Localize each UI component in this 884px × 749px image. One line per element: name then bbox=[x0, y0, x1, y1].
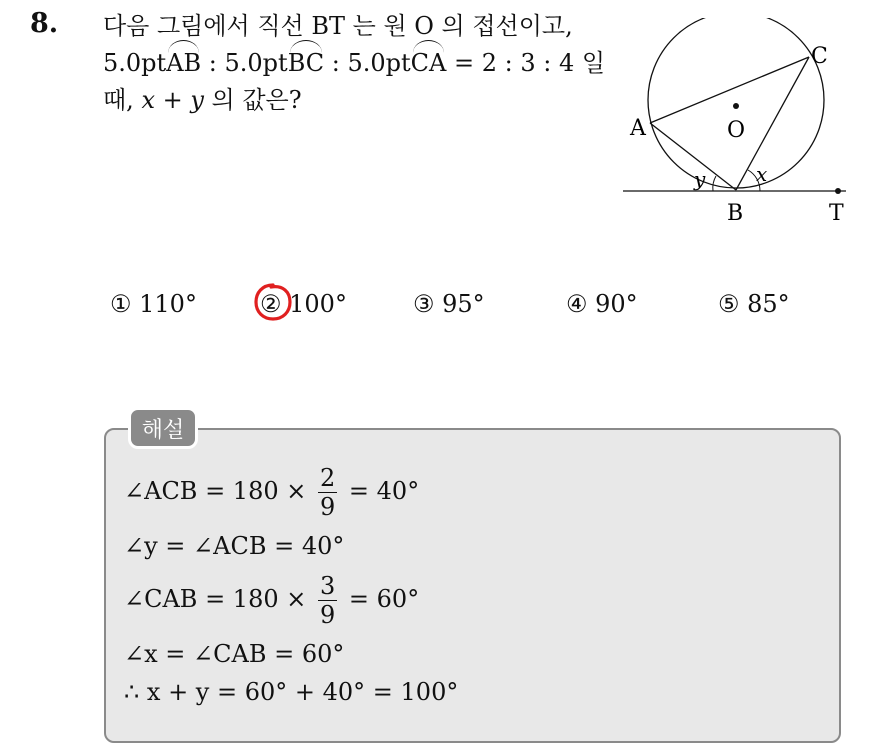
solution-line-1-lhs: ∠ACB = 180 × bbox=[124, 477, 307, 505]
angle-y-arc bbox=[713, 176, 716, 191]
ratio-prefix-1: 5.0pt bbox=[103, 49, 167, 77]
label-b: B bbox=[727, 201, 744, 226]
center-point-o bbox=[733, 103, 739, 109]
label-o: O bbox=[727, 118, 746, 143]
choice-1[interactable]: ① 110° bbox=[110, 290, 197, 318]
question-when: 때, bbox=[103, 86, 142, 114]
question-ask: 의 값은? bbox=[203, 86, 302, 114]
solution-line-1-rhs: = 40° bbox=[348, 477, 420, 505]
fraction-2-9 bbox=[318, 464, 337, 521]
ratio-values: = 2 : 3 : 4 일 bbox=[446, 49, 606, 77]
choice-2[interactable]: ② 100° bbox=[260, 290, 347, 318]
question-number: 8. bbox=[30, 8, 59, 39]
solution-line-3-lhs: ∠CAB = 180 × bbox=[124, 585, 307, 613]
question-line-1: 다음 그림에서 직선 BT 는 원 O 의 접선이고, bbox=[103, 12, 573, 40]
fraction-3-9 bbox=[318, 572, 337, 629]
choice-5[interactable]: ⑤ 85° bbox=[718, 290, 790, 318]
geometry-figure bbox=[618, 18, 858, 230]
solution-line-1 bbox=[124, 464, 419, 521]
fraction-denominator: 9 bbox=[320, 493, 336, 521]
fraction-denominator: 9 bbox=[320, 601, 336, 629]
label-x: x bbox=[756, 162, 768, 186]
question-text bbox=[103, 8, 606, 119]
solution-line-5: ∴ x + y = 60° + 40° = 100° bbox=[124, 678, 459, 706]
chord-ca bbox=[650, 57, 809, 123]
ratio-prefix-3: : 5.0pt bbox=[324, 49, 411, 77]
solution-line-3 bbox=[124, 572, 419, 629]
arc-bc: BC bbox=[288, 45, 324, 82]
label-t: T bbox=[829, 201, 844, 226]
label-a: A bbox=[630, 116, 646, 141]
fraction-numerator: 2 bbox=[320, 464, 336, 492]
question-line-2 bbox=[103, 45, 606, 82]
point-t-dot bbox=[835, 188, 841, 194]
arc-ab: AB bbox=[166, 45, 201, 82]
chord-ab bbox=[650, 123, 736, 190]
solution-line-2: ∠y = ∠ACB = 40° bbox=[124, 532, 345, 560]
solution-line-3-rhs: = 60° bbox=[348, 585, 420, 613]
label-c: C bbox=[811, 44, 828, 69]
solution-tab: 해설 bbox=[128, 407, 198, 449]
ratio-prefix-2: : 5.0pt bbox=[201, 49, 288, 77]
chord-bc bbox=[736, 57, 809, 190]
choice-3[interactable]: ③ 95° bbox=[413, 290, 485, 318]
choice-4[interactable]: ④ 90° bbox=[566, 290, 638, 318]
question-line-3 bbox=[103, 82, 603, 119]
fraction-numerator: 3 bbox=[320, 572, 336, 600]
arc-ca: CA bbox=[411, 45, 447, 82]
question-variable-sum: x + y bbox=[141, 86, 204, 114]
label-y: y bbox=[694, 167, 706, 191]
solution-line-4: ∠x = ∠CAB = 60° bbox=[124, 640, 345, 668]
